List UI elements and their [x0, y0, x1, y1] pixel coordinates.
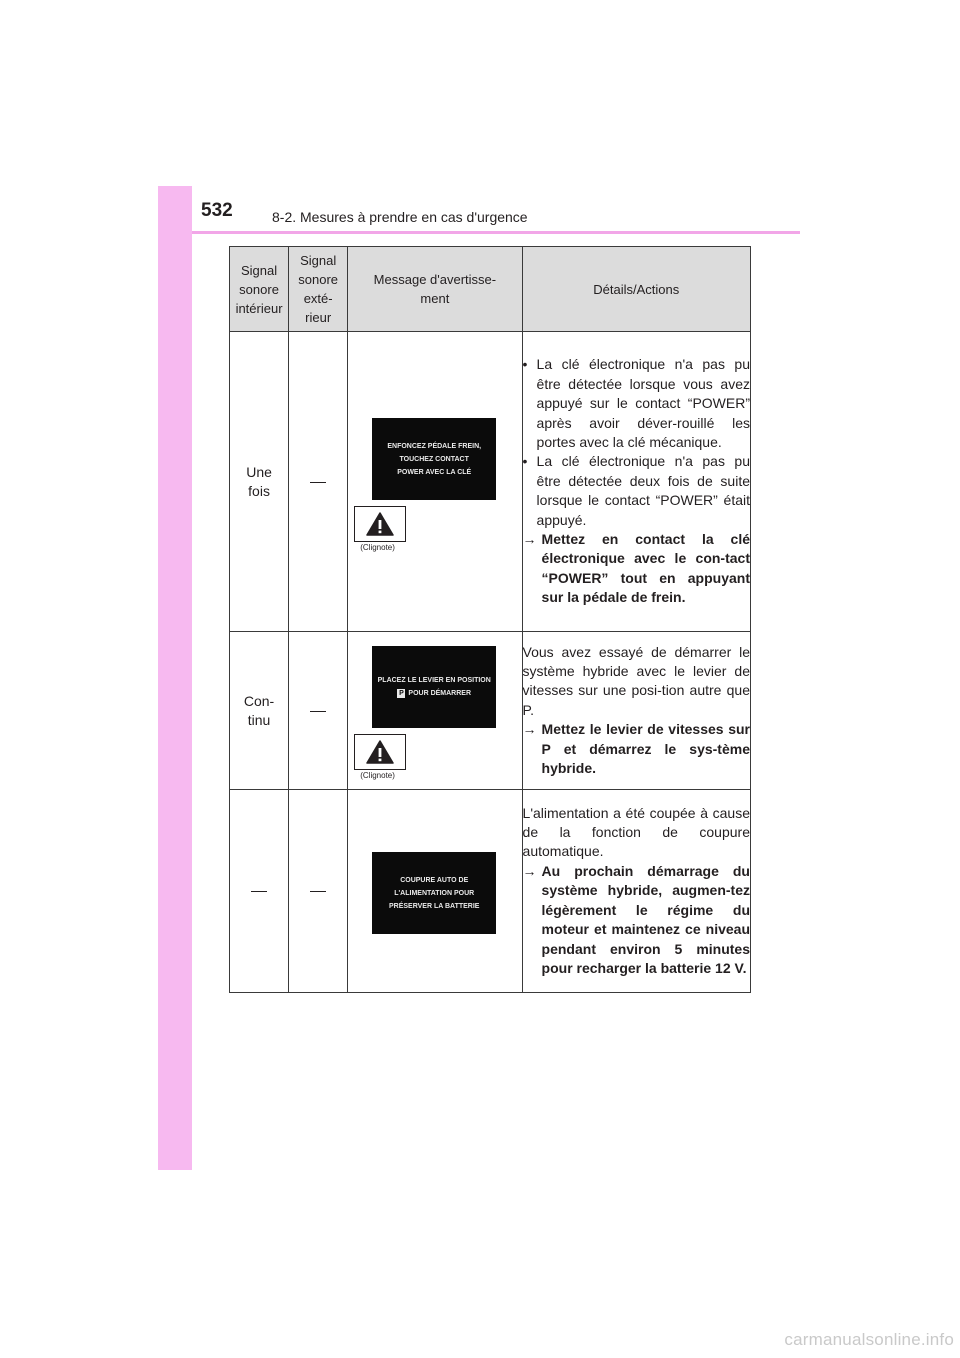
warning-message-cell — [348, 790, 522, 993]
blink-caption: (Clignote) — [360, 771, 395, 780]
warning-display-image: COUPURE AUTO DE L'ALIMENTATION POUR PRÉSERVER LA BATTERIE — [372, 852, 496, 934]
warning-message-cell — [348, 332, 522, 632]
p-position-badge: P — [399, 689, 404, 697]
action-text: → Mettez le levier de vitesses sur P et démarrez le sys-tème hybride. — [522, 721, 750, 777]
header-warning-message: Message d'avertisse- ment — [348, 247, 522, 332]
details-cell — [522, 632, 750, 790]
watermark: carmanualsonline.info — [784, 1330, 954, 1349]
page-number: 532 — [201, 200, 233, 221]
detail-bullet: • La clé électronique n'a pas pu être détectée deux fois de suite lorsque le contact “POWER” était appuyé. — [522, 453, 750, 528]
table-row — [230, 632, 751, 790]
blink-caption: (Clignote) — [360, 543, 395, 552]
dash-icon — [310, 482, 326, 483]
warning-display-image: ENFONCEZ PÉDALE FREIN, TOUCHEZ CONTACT POWER AVEC LA CLÉ — [372, 418, 496, 500]
exterior-buzzer-cell — [289, 790, 348, 993]
header-interior-buzzer: Signal sonore intérieur — [230, 247, 289, 332]
header-rule — [192, 231, 800, 234]
interior-buzzer-cell — [230, 790, 289, 993]
detail-text: Vous avez essayé de démarrer le système hybride avec le levier de vitesses sur une posi-tion autre que P. — [522, 643, 750, 718]
interior-buzzer-cell: Con- tinu — [230, 632, 289, 790]
interior-buzzer-cell: Une fois — [230, 332, 289, 632]
table-row — [230, 332, 751, 632]
table-row — [230, 790, 751, 993]
warning-display-image: PLACEZ LE LEVIER EN POSITION P POUR DÉMARRER — [372, 646, 496, 728]
warning-triangle-icon — [354, 506, 406, 542]
action-text: → Au prochain démarrage du système hybride, augmen-tez légèrement le régime du moteur et maintenez ce niveau pendant environ 5 minutes pour recharger la batterie 12 V. — [522, 862, 750, 976]
detail-bullet: • La clé électronique n'a pas pu être détectée lorsque vous avez appuyé sur le contact “POWER” après avoir déver-rouillé les portes avec la clé mécanique. — [522, 356, 750, 450]
header-exterior-buzzer: Signal sonore exté- rieur — [289, 247, 348, 332]
action-text: → Mettez en contact la clé électronique avec le con-tact “POWER” tout en appuyant sur la pédale de frein. — [522, 531, 750, 606]
table-header-row — [230, 247, 751, 332]
exterior-buzzer-cell — [289, 332, 348, 632]
detail-text: L'alimentation a été coupée à cause de la fonction de coupure automatique. — [522, 804, 750, 860]
warning-message-cell — [348, 632, 522, 790]
section-title: 8-2. Mesures à prendre en cas d'urgence — [272, 209, 528, 225]
details-cell — [522, 790, 750, 993]
dash-icon — [310, 891, 326, 892]
warning-table — [229, 246, 751, 993]
dash-icon — [310, 711, 326, 712]
warning-triangle-icon — [354, 734, 406, 770]
dash-icon — [251, 891, 267, 892]
sidebar-tab — [158, 186, 192, 1170]
details-cell — [522, 332, 750, 632]
exterior-buzzer-cell — [289, 632, 348, 790]
header-details-actions: Détails/Actions — [522, 247, 750, 332]
